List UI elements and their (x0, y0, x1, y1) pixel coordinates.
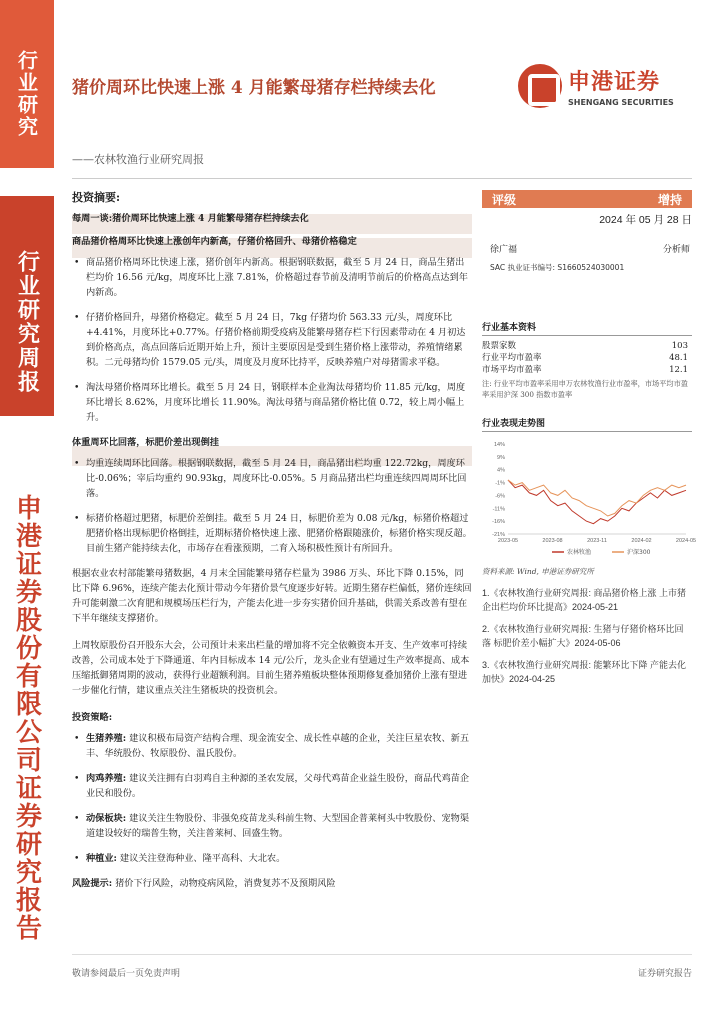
basic-info-label: 市场平均市盈率 (482, 365, 542, 375)
rating-value: 增持 (657, 192, 682, 207)
report-date: 2024 年 05 月 28 日 (599, 214, 692, 226)
analyst-row (490, 242, 690, 255)
strategy-label: 种植业: (86, 853, 117, 864)
risk-section (72, 876, 472, 891)
basic-info-value: 48.1 (669, 353, 688, 363)
rating-bar (482, 190, 692, 208)
basic-info-row (482, 364, 692, 376)
related-report-item: 2.《农林牧渔行业研究周报: 生猪与仔猪价格环比回落 标肥价差小幅扩大》2024-05-06 (482, 624, 684, 648)
strategy-text: 建议积极布局资产结构合理、现金流安全、成长性卓越的企业，关注巨星农牧、新五丰、华统股份、牧原股份、温氏股份。 (86, 733, 470, 759)
footer-divider (72, 954, 692, 955)
series-line-沪深300 (508, 480, 686, 516)
strategy-heading: 投资策略: (72, 712, 113, 723)
series-line-农林牧渔 (508, 480, 686, 524)
basic-info-value: 103 (671, 341, 688, 351)
strategy-text: 建议关注登海种业、隆平高科、大北农。 (119, 853, 286, 864)
body-paragraphs (72, 566, 472, 698)
rating-label: 评级 (492, 192, 517, 207)
x-tick-label: 2023-05 (497, 538, 519, 544)
list-item (72, 811, 472, 841)
performance-panel (482, 416, 697, 577)
sidebar-company-label: 申港证券股份有限公司证券研究报告 (11, 494, 42, 942)
risk-text: 猪价下行风险，动物疫病风险，消费复苏不及预期风险 (115, 878, 336, 889)
main-column (72, 190, 472, 891)
y-tick-label: -6% (495, 493, 505, 500)
basic-info-note: 注: 行业平均市盈率采用申万农林牧渔行业市盈率，市场平均市盈率采用沪深 300 指数市盈率 (482, 379, 688, 399)
basic-info-panel (482, 320, 692, 400)
basic-info-row (482, 340, 692, 352)
related-report-item: 1.《农林牧渔行业研究周报: 商品猪价格上涨 上市猪企出栏均价环比提高》2024-05-21 (482, 588, 687, 612)
basic-info-label: 股票家数 (482, 341, 517, 351)
basic-info-heading: 行业基本资料 (482, 320, 692, 336)
list-item: • 均重连续周环比回落。根据钢联数据，截至 5 月 24 日，商品猪出栏均重 122.72kg，周度环比-0.06%；宰后均重约 90.93kg，周度环比-0.05%。5 月商品猪出栏均重连续四周周环比回落。 (72, 456, 472, 501)
x-tick-label: 2023-11 (587, 538, 607, 544)
y-tick-label: 9% (497, 454, 505, 461)
risk-label: 风险提示: (72, 878, 113, 889)
summary-heading: 投资摘要: (72, 191, 121, 204)
logo-cn-text: 申港证券 (568, 70, 661, 95)
commodity-bullets (72, 255, 472, 425)
analyst-role: 分析师 (662, 245, 690, 255)
legend-label: 农林牧渔 (567, 549, 592, 556)
list-item: • 标猪价格超过肥猪，标肥价差倒挂。截至 5 月 24 日，标肥价差为 0.08 元/kg，标猪价格超过肥猪价格出现标肥价格倒挂，近期标猪价格快速上涨、肥猪价格跟随涨价，标猪价格实现反超。目前生猪产能持续去化，市场存在看涨预期，二育入场积极性预计有所回升。 (72, 511, 472, 556)
list-item: • 仔猪价格回升，母猪价格稳定。截至 5 月 24 日，7kg 仔猪均价 563.33 元/头，周度环比+4.41%，月度环比+0.77%。仔猪价格前期受疫病及能繁母猪存栏下行因素带动在 4 月初达到价格高点，高点回落后近期开始上升，预计主要原因是受到生猪价格上涨带动，养殖情绪累积。二元母猪均价 1579.05 元/头，周度及月度环比持平，反映养殖户对母猪需求平稳。 (72, 310, 472, 370)
left-sidebar (0, 0, 54, 1024)
x-tick-label: 2024-02 (631, 538, 652, 544)
y-tick-label: 14% (493, 442, 505, 448)
performance-chart-svg (482, 438, 697, 560)
basic-info-row (482, 352, 692, 364)
report-subtitle: ——农林牧渔行业研究周报 (72, 153, 204, 166)
chart-source: 资料来源: Wind, 申港证券研究所 (482, 567, 594, 576)
list-item: • 淘汰母猪价格周环比增长。截至 5 月 24 日，钢联样本企业淘汰母猪均价 11.85 元/kg，周度环比增长 8.62%，月度环比增长 11.90%。淘汰母猪与商品猪价格比值 0.72，较上周小幅上升。 (72, 380, 472, 425)
legend-label: 沪深300 (627, 549, 651, 556)
related-reports (482, 586, 692, 694)
strategy-label: 动保板块: (86, 813, 127, 824)
logo-mark-icon (518, 64, 562, 108)
y-tick-label: -1% (495, 480, 505, 487)
y-tick-label: -16% (492, 519, 505, 526)
strategy-label: 生猪养殖: (86, 733, 127, 744)
footer-disclaimer: 敬请参阅最后一页免责声明 (72, 969, 181, 979)
analyst-name: 徐广福 (490, 245, 518, 255)
paragraph: 根据农业农村部能繁母猪数据，4 月末全国能繁母猪存栏量为 3986 万头、环比下降 0.15%，同比下降 6.96%，连续产能去化预计带动今年猪价景气度逐步好转。近期生猪存栏偏低，猪价连续回升可能刺激二次育肥和规模场压栏行为，产能去化进一步夯实猪价回升基础，供需关系改善有望在下半年继续支撑猪价。 (72, 568, 472, 624)
x-tick-label: 2024-05 (675, 538, 697, 544)
strategy-text: 建议关注拥有白羽鸡自主种源的圣农发展，父母代鸡苗企业益生股份，商品代鸡苗企业民和股份。 (86, 773, 470, 799)
header-divider (72, 178, 692, 179)
list-item (72, 771, 472, 801)
related-report-item: 3.《农林牧渔行业研究周报: 能繁环比下降 产能去化加快》2024-04-25 (482, 660, 687, 684)
basic-info-label: 行业平均市盈率 (482, 353, 542, 363)
commodity-heading: 商品猪价格周环比快速上涨创年内新高，仔猪价格回升、母猪价格稳定 (72, 236, 357, 247)
logo-en-text: SHENGANG SECURITIES (568, 98, 674, 107)
report-title: 猪价周环比快速上涨 4 月能繁母猪存栏持续去化 (72, 78, 436, 98)
strategy-list (72, 731, 472, 866)
paragraph: 上周牧原股份召开股东大会，公司预计未来出栏量的增加将不完全依赖资本开支、生产效率可持续改善，公司成本处于下降通道、年内目标成本 14 元/公斤，龙头企业有望通过生产效率提高、成本压缩抵御猪周期的波动，获得行业超额利润。目前生猪养殖板块整体预期修复叠加猪价上涨有望进一步催化行情，建议重点关注生猪板块的投资机会。 (72, 640, 470, 696)
list-item (72, 731, 472, 761)
performance-heading: 行业表现走势图 (482, 416, 692, 432)
sidebar-weekly-report (0, 196, 54, 416)
y-tick-label: -21% (492, 532, 505, 538)
x-tick-label: 2023-08 (542, 538, 563, 544)
list-item (72, 851, 472, 866)
sidebar-company (0, 440, 54, 1024)
footer-label: 证券研究报告 (637, 969, 692, 979)
strategy-text: 建议关注生物股份、非强免疫苗龙头科前生物、大型国企普莱柯头中牧股份、宠物渠道建设较好的瑞普生物，关注普莱柯、回盛生物。 (86, 813, 470, 839)
list-item: • 商品猪价格周环比快速上涨，猪价创年内新高。根据钢联数据，截至 5 月 24 日，商品生猪出栏均价 16.56 元/kg，周度环比上涨 7.81%，价格超过春节前及清明节前后的价格高点达到年内新高。 (72, 255, 472, 300)
performance-chart (482, 438, 697, 564)
company-logo (518, 64, 674, 108)
strategy-label: 肉鸡养殖: (86, 773, 127, 784)
weight-heading: 体重周环比回落，标肥价差出现倒挂 (72, 437, 219, 448)
y-tick-label: -11% (492, 506, 505, 513)
analyst-cert: SAC 执业证书编号: S1660524030001 (490, 263, 625, 272)
basic-info-value: 12.1 (669, 365, 688, 375)
sidebar-top-label: 行业研究 (14, 50, 39, 138)
sidebar-mid-label: 行业研究周报 (14, 250, 40, 394)
weekly-one-line: 每周一谈:猪价周环比快速上涨 4 月能繁母猪存栏持续去化 (72, 213, 309, 224)
weight-bullets (72, 456, 472, 556)
sidebar-industry-research (0, 0, 54, 168)
y-tick-label: 4% (497, 467, 505, 474)
